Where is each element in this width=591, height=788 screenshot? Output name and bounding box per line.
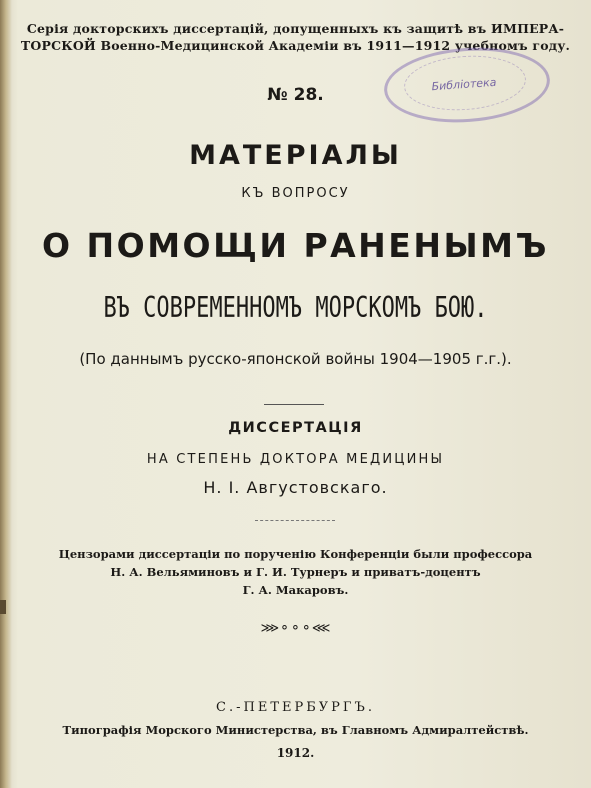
library-stamp-text: Библіотека bbox=[431, 75, 497, 94]
dissertation-label: ДИССЕРТАЦІЯ bbox=[228, 420, 363, 436]
imprint-year: 1912. bbox=[276, 746, 315, 760]
title-k-voprosu: КЪ ВОПРОСУ bbox=[241, 186, 350, 201]
source-note: (По даннымъ русско-японской войны 1904—1905 г.г.). bbox=[79, 350, 512, 368]
series-line-2: ТОРСКОЙ Военно-Медицинской Академіи въ 1911—1912 учебномъ году. bbox=[20, 38, 571, 53]
subtitle: ВЪ СОВРЕМЕННОМЪ МОРСКОМЪ БОЮ. bbox=[103, 292, 488, 325]
divider-dashed bbox=[255, 520, 335, 521]
author-name: Н. І. Августовскаго. bbox=[203, 478, 388, 497]
title-materials: МАТЕРІАЛЫ bbox=[189, 140, 402, 171]
censors-line-2: Н. А. Вельяминовъ и Г. И. Турнеръ и приватъ-доцентъ bbox=[110, 565, 481, 579]
censors-note bbox=[0, 545, 591, 599]
divider-rule bbox=[264, 404, 324, 405]
margin-mark bbox=[0, 600, 6, 614]
imprint-city: С.-ПЕТЕРБУРГЪ. bbox=[216, 700, 375, 715]
main-title: О ПОМОЩИ РАНЕНЫМЪ bbox=[42, 226, 549, 265]
degree-line: НА СТЕПЕНЬ ДОКТОРА МЕДИЦИНЫ bbox=[146, 452, 445, 467]
ornament: ⋙⚬⚬⚬⋘ bbox=[260, 621, 331, 636]
page-edge bbox=[0, 0, 12, 788]
issue-number: № 28. bbox=[267, 85, 324, 105]
series-line-1: Серія докторскихъ диссертацій, допущенныхъ къ защитѣ въ ИМПЕРА- bbox=[26, 21, 565, 36]
imprint-press: Типографія Морского Министерства, въ Главномъ Адмиралтействѣ. bbox=[62, 723, 529, 737]
censors-line-1: Цензорами диссертаціи по порученію Конференціи были профессора bbox=[58, 547, 533, 561]
censors-line-3: Г. А. Макаровъ. bbox=[242, 583, 349, 597]
